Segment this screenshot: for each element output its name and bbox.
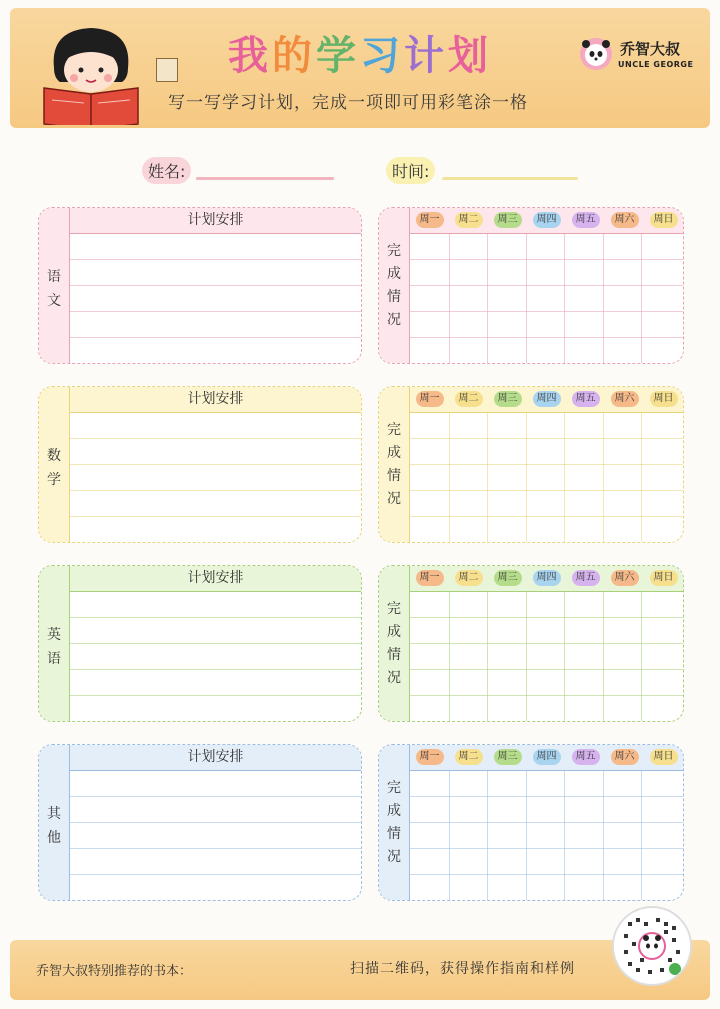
- subtitle: 写一写学习计划，完成一项即可用彩笔涂一格: [168, 93, 528, 113]
- status-check-cell[interactable]: [603, 465, 642, 490]
- subject-label-char: 文: [47, 293, 61, 309]
- plan-row[interactable]: [70, 797, 361, 822]
- status-label-char: 完: [387, 422, 401, 438]
- status-check-cell[interactable]: [487, 849, 526, 874]
- status-check-cell[interactable]: [526, 234, 565, 259]
- weekday-cell: [527, 387, 566, 412]
- name-label: 姓名:: [142, 157, 191, 184]
- title-char: 的: [272, 33, 316, 79]
- status-check-cell[interactable]: [564, 797, 603, 822]
- weekday-header: [410, 387, 683, 413]
- weekday-cell: [644, 208, 683, 233]
- status-check-cell[interactable]: [603, 413, 642, 438]
- weekday-pill: 周二: [455, 570, 483, 586]
- weekday-pill: 周五: [572, 391, 600, 407]
- status-label-char: 况: [387, 670, 401, 686]
- weekday-cell: [605, 745, 644, 770]
- weekday-cell: [605, 387, 644, 412]
- status-check-cell[interactable]: [603, 644, 642, 669]
- weekday-pill: 周二: [455, 391, 483, 407]
- status-check-cell[interactable]: [410, 491, 449, 516]
- status-check-cell[interactable]: [449, 696, 488, 721]
- weekday-pill: 周三: [494, 212, 522, 228]
- status-card: [378, 386, 684, 543]
- name-line[interactable]: [196, 177, 334, 180]
- status-check-cell[interactable]: [487, 823, 526, 848]
- status-check-cell[interactable]: [564, 771, 603, 796]
- status-check-cell[interactable]: [449, 234, 488, 259]
- plan-card: [38, 565, 362, 722]
- weekday-cell: [488, 387, 527, 412]
- status-label-char: 完: [387, 780, 401, 796]
- plan-row[interactable]: [70, 260, 361, 285]
- plan-row[interactable]: [70, 592, 361, 617]
- plan-row[interactable]: [70, 849, 361, 874]
- status-check-cell[interactable]: [564, 592, 603, 617]
- status-check-cell[interactable]: [564, 875, 603, 900]
- weekday-pill: 周三: [494, 391, 522, 407]
- status-check-cell[interactable]: [487, 797, 526, 822]
- status-check-cell[interactable]: [449, 618, 488, 643]
- status-check-cell[interactable]: [410, 234, 449, 259]
- time-line[interactable]: [442, 177, 578, 180]
- status-check-cell[interactable]: [487, 670, 526, 695]
- status-check-cell[interactable]: [526, 797, 565, 822]
- status-check-cell[interactable]: [487, 413, 526, 438]
- status-check-cell[interactable]: [641, 592, 680, 617]
- plan-card: [38, 744, 362, 901]
- status-check-cell[interactable]: [487, 592, 526, 617]
- status-check-cell[interactable]: [449, 670, 488, 695]
- status-check-cell[interactable]: [487, 771, 526, 796]
- status-check-cell[interactable]: [449, 849, 488, 874]
- status-check-cell[interactable]: [410, 312, 449, 337]
- weekday-pill: 周一: [416, 212, 444, 228]
- status-check-cell[interactable]: [526, 875, 565, 900]
- weekday-pill: 周六: [611, 391, 639, 407]
- status-check-cell[interactable]: [526, 465, 565, 490]
- time-label: 时间:: [386, 157, 435, 184]
- status-check-cell[interactable]: [410, 413, 449, 438]
- weekday-pill: 周一: [416, 391, 444, 407]
- plan-row[interactable]: [70, 771, 361, 796]
- status-check-cell[interactable]: [641, 670, 680, 695]
- status-check-cell[interactable]: [526, 644, 565, 669]
- status-check-cell[interactable]: [564, 234, 603, 259]
- status-check-cell[interactable]: [449, 312, 488, 337]
- weekday-cell: [449, 387, 488, 412]
- status-check-cell[interactable]: [449, 797, 488, 822]
- footer-banner: [10, 940, 710, 1000]
- subject-label-column: [39, 745, 70, 900]
- plan-row[interactable]: [70, 644, 361, 669]
- qr-code[interactable]: [612, 906, 692, 986]
- status-check-cell[interactable]: [449, 260, 488, 285]
- status-check-cell[interactable]: [641, 413, 680, 438]
- weekday-cell: [410, 745, 449, 770]
- status-check-cell[interactable]: [603, 823, 642, 848]
- plan-header: 计划安排: [70, 208, 361, 234]
- status-check-cell[interactable]: [449, 644, 488, 669]
- status-check-cell[interactable]: [410, 592, 449, 617]
- status-check-cell[interactable]: [603, 338, 642, 363]
- plan-card: [38, 207, 362, 364]
- weekday-cell: [449, 566, 488, 591]
- weekday-pill: 周一: [416, 749, 444, 765]
- plan-row[interactable]: [70, 286, 361, 311]
- status-check-cell[interactable]: [487, 517, 526, 542]
- weekday-cell: [527, 566, 566, 591]
- status-check-cell[interactable]: [603, 517, 642, 542]
- weekday-cell: [527, 208, 566, 233]
- weekday-pill: 周四: [533, 749, 561, 765]
- status-check-cell[interactable]: [641, 465, 680, 490]
- weekday-cell: [410, 566, 449, 591]
- status-check-cell[interactable]: [526, 696, 565, 721]
- status-check-cell[interactable]: [603, 286, 642, 311]
- status-label-char: 况: [387, 491, 401, 507]
- status-check-cell[interactable]: [641, 234, 680, 259]
- status-check-cell[interactable]: [410, 670, 449, 695]
- status-check-cell[interactable]: [526, 771, 565, 796]
- plan-row[interactable]: [70, 491, 361, 516]
- status-check-cell[interactable]: [487, 286, 526, 311]
- status-check-cell[interactable]: [487, 618, 526, 643]
- weekday-cell: [605, 566, 644, 591]
- status-check-cell[interactable]: [564, 618, 603, 643]
- weekday-cell: [605, 208, 644, 233]
- status-check-cell[interactable]: [564, 260, 603, 285]
- weekday-cell: [527, 745, 566, 770]
- status-check-cell[interactable]: [526, 260, 565, 285]
- subject-label-char: 其: [47, 806, 61, 822]
- status-check-cell[interactable]: [526, 491, 565, 516]
- plan-row[interactable]: [70, 875, 361, 900]
- status-check-cell[interactable]: [526, 286, 565, 311]
- status-check-cell[interactable]: [526, 517, 565, 542]
- status-check-cell[interactable]: [487, 875, 526, 900]
- status-check-cell[interactable]: [641, 644, 680, 669]
- status-check-cell[interactable]: [641, 771, 680, 796]
- status-check-cell[interactable]: [449, 465, 488, 490]
- status-check-cell[interactable]: [564, 491, 603, 516]
- status-check-cell[interactable]: [564, 644, 603, 669]
- weekday-pill: 周六: [611, 749, 639, 765]
- status-label-char: 成: [387, 624, 401, 640]
- status-check-cell[interactable]: [526, 338, 565, 363]
- plan-header: 计划安排: [70, 745, 361, 771]
- panda-icon: [578, 36, 614, 72]
- status-label-column: [379, 387, 410, 542]
- status-check-cell[interactable]: [410, 797, 449, 822]
- status-check-cell[interactable]: [564, 670, 603, 695]
- subject-label-char: 学: [47, 472, 61, 488]
- footer-qr-hint: 扫描二维码，获得操作指南和样例: [350, 961, 575, 977]
- status-check-cell[interactable]: [641, 823, 680, 848]
- status-check-cell[interactable]: [449, 413, 488, 438]
- plan-header: 计划安排: [70, 387, 361, 413]
- status-label-char: 完: [387, 243, 401, 259]
- weekday-cell: [449, 745, 488, 770]
- status-check-cell[interactable]: [603, 592, 642, 617]
- status-label-char: 况: [387, 849, 401, 865]
- weekday-pill: 周日: [650, 391, 678, 407]
- status-card: [378, 744, 684, 901]
- status-check-cell[interactable]: [603, 849, 642, 874]
- status-label-char: 况: [387, 312, 401, 328]
- status-check-cell[interactable]: [603, 260, 642, 285]
- status-check-cell[interactable]: [603, 439, 642, 464]
- brand-name-cn: 乔智大叔: [620, 40, 681, 58]
- status-check-cell[interactable]: [487, 491, 526, 516]
- status-check-cell[interactable]: [564, 338, 603, 363]
- status-check-cell[interactable]: [641, 517, 680, 542]
- status-check-cell[interactable]: [641, 260, 680, 285]
- status-check-cell[interactable]: [410, 618, 449, 643]
- weekday-cell: [644, 387, 683, 412]
- weekday-pill: 周五: [572, 212, 600, 228]
- status-check-cell[interactable]: [410, 644, 449, 669]
- status-check-cell[interactable]: [603, 670, 642, 695]
- weekday-cell: [488, 745, 527, 770]
- plan-row[interactable]: [70, 338, 361, 363]
- status-check-cell[interactable]: [410, 338, 449, 363]
- weekday-cell: [566, 387, 605, 412]
- status-check-cell[interactable]: [526, 592, 565, 617]
- status-check-cell[interactable]: [564, 849, 603, 874]
- status-check-cell[interactable]: [449, 771, 488, 796]
- status-check-cell[interactable]: [603, 771, 642, 796]
- status-check-cell[interactable]: [410, 465, 449, 490]
- weekday-cell: [488, 566, 527, 591]
- status-check-cell[interactable]: [564, 413, 603, 438]
- status-check-cell[interactable]: [526, 670, 565, 695]
- weekday-cell: [449, 208, 488, 233]
- status-check-cell[interactable]: [410, 517, 449, 542]
- status-check-cell[interactable]: [410, 439, 449, 464]
- weekday-cell: [410, 387, 449, 412]
- subject-label-char: 语: [47, 651, 61, 667]
- weekday-cell: [566, 566, 605, 591]
- weekday-pill: 周四: [533, 391, 561, 407]
- weekday-cell: [644, 566, 683, 591]
- weekday-header: [410, 745, 683, 771]
- status-label-char: 情: [387, 468, 401, 484]
- status-check-cell[interactable]: [410, 260, 449, 285]
- weekday-pill: 周日: [650, 749, 678, 765]
- subject-label-char: 英: [47, 627, 61, 643]
- title-char: 划: [448, 33, 492, 79]
- weekday-cell: [566, 745, 605, 770]
- status-check-cell[interactable]: [564, 465, 603, 490]
- status-card: [378, 207, 684, 364]
- weekday-pill: 周日: [650, 570, 678, 586]
- weekday-header: [410, 208, 683, 234]
- status-check-cell[interactable]: [641, 696, 680, 721]
- weekday-pill: 周二: [455, 749, 483, 765]
- status-check-cell[interactable]: [449, 491, 488, 516]
- plan-row[interactable]: [70, 696, 361, 721]
- status-check-cell[interactable]: [526, 439, 565, 464]
- status-check-cell[interactable]: [526, 413, 565, 438]
- status-check-cell[interactable]: [641, 849, 680, 874]
- plan-card: [38, 386, 362, 543]
- status-label-char: 成: [387, 445, 401, 461]
- status-check-cell[interactable]: [564, 439, 603, 464]
- title-char: 我: [228, 33, 272, 79]
- status-check-cell[interactable]: [641, 618, 680, 643]
- status-check-cell[interactable]: [449, 439, 488, 464]
- status-label-char: 情: [387, 289, 401, 305]
- weekday-pill: 周五: [572, 570, 600, 586]
- plan-row[interactable]: [70, 439, 361, 464]
- status-check-cell[interactable]: [603, 618, 642, 643]
- status-check-cell[interactable]: [603, 491, 642, 516]
- status-check-cell[interactable]: [487, 465, 526, 490]
- status-check-cell[interactable]: [526, 312, 565, 337]
- plan-row[interactable]: [70, 618, 361, 643]
- subject-label-char: 数: [47, 448, 61, 464]
- status-check-cell[interactable]: [641, 286, 680, 311]
- status-check-cell[interactable]: [487, 338, 526, 363]
- status-check-cell[interactable]: [487, 312, 526, 337]
- status-check-cell[interactable]: [603, 312, 642, 337]
- status-check-cell[interactable]: [449, 823, 488, 848]
- status-check-cell[interactable]: [564, 517, 603, 542]
- weekday-header: [410, 566, 683, 592]
- subject-label-column: [39, 387, 70, 542]
- status-check-cell[interactable]: [449, 338, 488, 363]
- status-check-cell[interactable]: [410, 849, 449, 874]
- status-check-cell[interactable]: [410, 286, 449, 311]
- footer-recommend-text: 乔智大叔特别推荐的书本：: [36, 964, 193, 979]
- title-char: 学: [316, 33, 360, 79]
- status-check-cell[interactable]: [641, 797, 680, 822]
- status-label-char: 成: [387, 266, 401, 282]
- status-check-cell[interactable]: [564, 286, 603, 311]
- status-check-cell[interactable]: [449, 592, 488, 617]
- status-label-char: 成: [387, 803, 401, 819]
- plan-row[interactable]: [70, 670, 361, 695]
- plan-header: 计划安排: [70, 566, 361, 592]
- status-label-column: [379, 745, 410, 900]
- title-char: 习: [360, 33, 404, 79]
- brand-logo: [578, 36, 698, 76]
- status-check-cell[interactable]: [641, 312, 680, 337]
- weekday-pill: 周三: [494, 749, 522, 765]
- subject-label-char: 他: [47, 830, 61, 846]
- status-check-cell[interactable]: [603, 234, 642, 259]
- plan-row[interactable]: [70, 517, 361, 542]
- status-check-cell[interactable]: [603, 797, 642, 822]
- status-check-cell[interactable]: [487, 439, 526, 464]
- status-check-cell[interactable]: [603, 696, 642, 721]
- status-check-cell[interactable]: [487, 644, 526, 669]
- weekday-pill: 周二: [455, 212, 483, 228]
- status-check-cell[interactable]: [410, 771, 449, 796]
- weekday-pill: 周日: [650, 212, 678, 228]
- plan-row[interactable]: [70, 823, 361, 848]
- status-check-cell[interactable]: [410, 875, 449, 900]
- weekday-pill: 周三: [494, 570, 522, 586]
- plan-row[interactable]: [70, 465, 361, 490]
- status-label-char: 情: [387, 647, 401, 663]
- plan-row[interactable]: [70, 234, 361, 259]
- status-check-cell[interactable]: [641, 338, 680, 363]
- status-check-cell[interactable]: [564, 312, 603, 337]
- status-label-column: [379, 566, 410, 721]
- status-label-char: 情: [387, 826, 401, 842]
- weekday-cell: [488, 208, 527, 233]
- brand-name-en: UNCLE GEORGE: [618, 60, 694, 69]
- status-card: [378, 565, 684, 722]
- status-check-cell[interactable]: [449, 286, 488, 311]
- title-char: 计: [404, 33, 448, 79]
- weekday-cell: [566, 208, 605, 233]
- status-check-cell[interactable]: [410, 696, 449, 721]
- status-check-cell[interactable]: [410, 823, 449, 848]
- status-check-cell[interactable]: [641, 491, 680, 516]
- status-check-cell[interactable]: [564, 823, 603, 848]
- weekday-cell: [410, 208, 449, 233]
- subject-label-column: [39, 208, 70, 363]
- status-check-cell[interactable]: [449, 875, 488, 900]
- qr-pattern-icon: [614, 908, 690, 984]
- status-check-cell[interactable]: [449, 517, 488, 542]
- weekday-pill: 周一: [416, 570, 444, 586]
- status-check-cell[interactable]: [603, 875, 642, 900]
- status-check-cell[interactable]: [641, 439, 680, 464]
- status-check-cell[interactable]: [526, 823, 565, 848]
- weekday-pill: 周四: [533, 570, 561, 586]
- status-check-cell[interactable]: [641, 875, 680, 900]
- weekday-cell: [644, 745, 683, 770]
- status-check-cell[interactable]: [564, 696, 603, 721]
- weekday-pill: 周六: [611, 570, 639, 586]
- status-label-char: 完: [387, 601, 401, 617]
- plan-row[interactable]: [70, 312, 361, 337]
- status-check-cell[interactable]: [487, 234, 526, 259]
- status-check-cell[interactable]: [487, 260, 526, 285]
- weekday-pill: 周六: [611, 212, 639, 228]
- subject-label-char: 语: [47, 269, 61, 285]
- plan-row[interactable]: [70, 413, 361, 438]
- status-check-cell[interactable]: [487, 696, 526, 721]
- weekday-pill: 周四: [533, 212, 561, 228]
- weekday-pill: 周五: [572, 749, 600, 765]
- subject-label-column: [39, 566, 70, 721]
- status-check-cell[interactable]: [526, 618, 565, 643]
- status-label-column: [379, 208, 410, 363]
- status-check-cell[interactable]: [526, 849, 565, 874]
